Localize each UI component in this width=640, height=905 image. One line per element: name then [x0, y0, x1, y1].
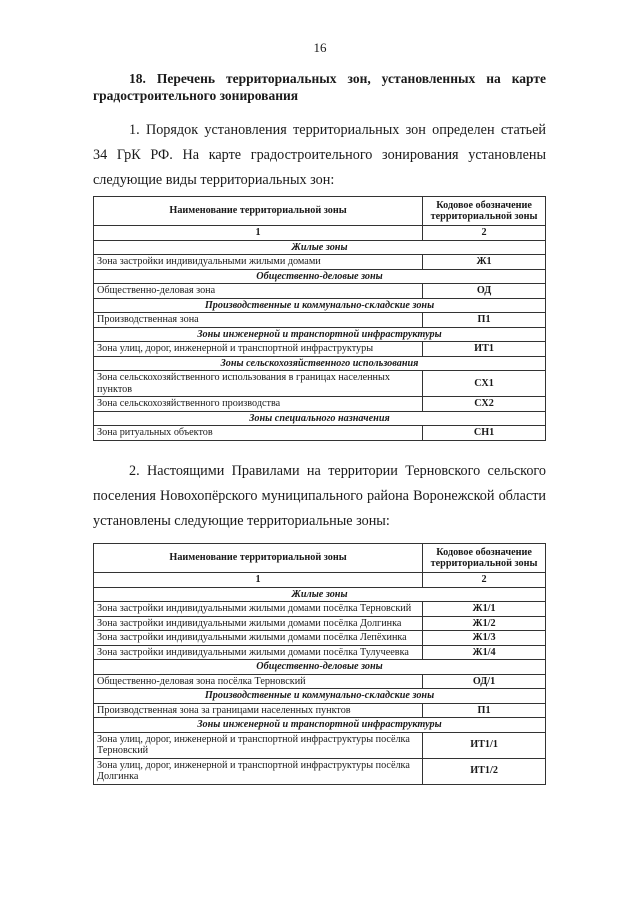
column-number: 2 — [423, 573, 546, 588]
zone-group-title: Зоны инженерной и транспортной инфраструктуры — [94, 327, 546, 342]
table-row — [94, 342, 546, 357]
zone-name: Зона застройки индивидуальными жилыми домами посёлка Терновский — [94, 602, 423, 617]
table-row — [94, 674, 546, 689]
zone-name: Производственная зона за границами населенных пунктов — [94, 703, 423, 718]
zone-name: Зона застройки индивидуальными жилыми домами посёлка Лепёхинка — [94, 631, 423, 646]
column-number: 1 — [94, 573, 423, 588]
table-row — [94, 758, 546, 784]
table-row — [94, 255, 546, 270]
zone-code: ОД — [423, 284, 546, 299]
page-number: 16 — [313, 40, 327, 55]
table-row — [94, 631, 546, 646]
table-row — [94, 616, 546, 631]
zone-group-title: Зоны сельскохозяйственного использования — [94, 356, 546, 371]
paragraph-2-text: 2. Настоящими Правилами на территории Терновского сельского поселения Новохопёрского муниципального района Воронежской области установлены следующие территориальные зоны: — [93, 463, 546, 529]
zone-group-row — [94, 411, 546, 426]
zone-group-row — [94, 587, 546, 602]
table-row — [94, 703, 546, 718]
column-number: 2 — [423, 226, 546, 241]
zone-name: Зона ритуальных объектов — [94, 426, 423, 441]
zone-code: СХ2 — [423, 397, 546, 412]
zones-table-1 — [93, 196, 546, 441]
column-number-row — [94, 226, 546, 241]
zone-group-row — [94, 356, 546, 371]
paragraph-2 — [93, 459, 546, 534]
table-row — [94, 397, 546, 412]
zone-code: СХ1 — [423, 371, 546, 397]
zone-group-title: Общественно-деловые зоны — [94, 269, 546, 284]
table-row — [94, 645, 546, 660]
zone-code: Ж1/1 — [423, 602, 546, 617]
zone-name: Общественно-деловая зона — [94, 284, 423, 299]
zone-name: Зона сельскохозяйственного производства — [94, 397, 423, 412]
zone-group-title: Производственные и коммунально-складские зоны — [94, 689, 546, 704]
zone-group-title: Жилые зоны — [94, 587, 546, 602]
zone-group-row — [94, 327, 546, 342]
zone-code: Ж1 — [423, 255, 546, 270]
zone-code: Ж1/4 — [423, 645, 546, 660]
zone-code: ОД/1 — [423, 674, 546, 689]
zone-code: ИТ1/1 — [423, 732, 546, 758]
zone-group-title: Производственные и коммунально-складские зоны — [94, 298, 546, 313]
table-row — [94, 371, 546, 397]
zone-group-row — [94, 718, 546, 733]
zone-name: Зона застройки индивидуальными жилыми домами — [94, 255, 423, 270]
zone-group-title: Зоны специального назначения — [94, 411, 546, 426]
zone-name: Зона улиц, дорог, инженерной и транспортной инфраструктуры — [94, 342, 423, 357]
zone-code: ИТ1/2 — [423, 758, 546, 784]
zone-name: Общественно-деловая зона посёлка Терновский — [94, 674, 423, 689]
section-title — [93, 70, 546, 104]
zone-code: П1 — [423, 703, 546, 718]
zone-code: Ж1/2 — [423, 616, 546, 631]
zone-group-row — [94, 269, 546, 284]
table-row — [94, 313, 546, 328]
zone-group-row — [94, 240, 546, 255]
zone-name: Зона улиц, дорог, инженерной и транспортной инфраструктуры посёлка Терновский — [94, 732, 423, 758]
zone-group-title: Общественно-деловые зоны — [94, 660, 546, 675]
table-header-row — [94, 197, 546, 226]
column-header: Кодовое обозначение территориальной зоны — [423, 197, 546, 226]
column-header: Наименование территориальной зоны — [94, 544, 423, 573]
column-header: Кодовое обозначение территориальной зоны — [423, 544, 546, 573]
column-number: 1 — [94, 226, 423, 241]
zone-group-row — [94, 298, 546, 313]
zone-group-row — [94, 689, 546, 704]
zone-code: Ж1/3 — [423, 631, 546, 646]
zone-name: Зона застройки индивидуальными жилыми домами посёлка Долгинка — [94, 616, 423, 631]
column-header: Наименование территориальной зоны — [94, 197, 423, 226]
table-row — [94, 284, 546, 299]
column-number-row — [94, 573, 546, 588]
zone-group-title: Жилые зоны — [94, 240, 546, 255]
table-header-row — [94, 544, 546, 573]
zones-table-2 — [93, 543, 546, 785]
zone-code: ИТ1 — [423, 342, 546, 357]
zone-group-row — [94, 660, 546, 675]
zone-name: Зона улиц, дорог, инженерной и транспортной инфраструктуры посёлка Долгинка — [94, 758, 423, 784]
table-row — [94, 602, 546, 617]
table-row — [94, 732, 546, 758]
zone-code: П1 — [423, 313, 546, 328]
zone-name: Производственная зона — [94, 313, 423, 328]
zone-code: СН1 — [423, 426, 546, 441]
paragraph-1 — [93, 118, 546, 193]
section-title-text: 18. Перечень территориальных зон, установленных на карте градостроительного зонирования — [93, 71, 546, 103]
paragraph-1-text: 1. Порядок установления территориальных зон определен статьей 34 ГрК РФ. На карте градостроительного зонирования установлены следующие виды территориальных зон: — [93, 122, 546, 188]
zone-group-title: Зоны инженерной и транспортной инфраструктуры — [94, 718, 546, 733]
zone-name: Зона сельскохозяйственного использования в границах населенных пунктов — [94, 371, 423, 397]
table-row — [94, 426, 546, 441]
zone-name: Зона застройки индивидуальными жилыми домами посёлка Тулучеевка — [94, 645, 423, 660]
